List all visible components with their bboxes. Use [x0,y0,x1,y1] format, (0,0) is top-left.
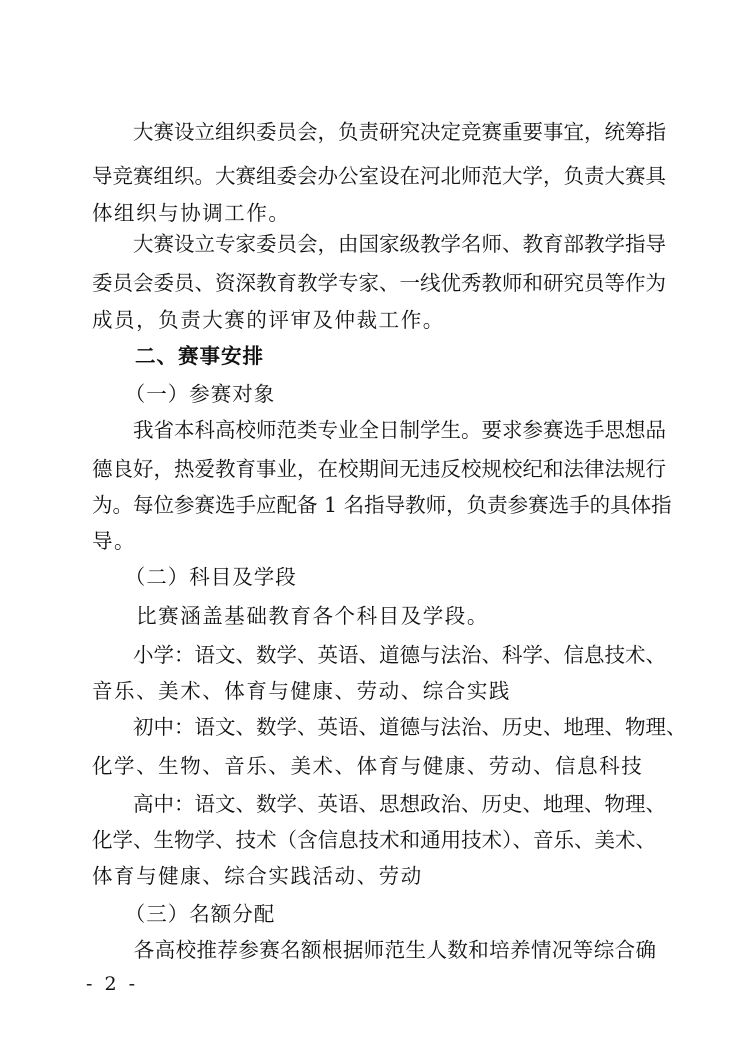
subheading-subjects-and-levels: （二）科目及学段 [92,565,297,589]
paragraph-expert-committee-line-3: 成员，负责大赛的评审及仲裁工作。 [92,308,445,332]
paragraph-quota-line-1: 各高校推荐参赛名额根据师范生人数和培养情况等综合确 [92,938,656,962]
paragraph-participants-line-2: 德良好，热爱教育事业，在校期间无违反校规校纪和法律法规行 [92,457,666,481]
section-heading-event-arrangement: 二、赛事安排 [92,344,264,368]
paragraph-expert-committee-line-2: 委员会委员、资深教育教学专家、一线优秀教师和研究员等作为 [92,271,666,295]
paragraph-junior-line-2: 化学、生物、音乐、美术、体育与健康、劳动、信息科技 [92,754,644,778]
paragraph-participants-line-4: 导。 [92,529,137,553]
paragraph-primary-line-1: 小学：语文、数学、英语、道德与法治、科学、信息技术、 [92,643,666,667]
paragraph-organizing-committee-line-1: 大赛设立组织委员会，负责研究决定竞赛重要事宜，统筹指 [92,120,666,144]
paragraph-subjects-intro: 比赛涵盖基础教育各个科目及学段。 [92,604,489,628]
subheading-participants: （一）参赛对象 [92,382,276,406]
paragraph-senior-line-3: 体育与健康、综合实践活动、劳动 [92,864,423,888]
paragraph-senior-line-1: 高中：语文、数学、英语、思想政治、历史、地理、物理、 [92,792,666,816]
page-number: - 2 - [86,973,139,995]
paragraph-senior-line-2: 化学、生物学、技术（含信息技术和通用技术）、音乐、美术、 [92,828,656,852]
paragraph-participants-line-3: 为。每位参赛选手应配备 1 名指导教师，负责参赛选手的具体指 [92,493,672,517]
paragraph-participants-line-1: 我省本科高校师范类专业全日制学生。要求参赛选手思想品 [92,418,666,442]
paragraph-primary-line-2: 音乐、美术、体育与健康、劳动、综合实践 [92,679,511,703]
paragraph-expert-committee-line-1: 大赛设立专家委员会，由国家级教学名师、教育部教学指导 [92,232,666,256]
paragraph-junior-line-1: 初中：语文、数学、英语、道德与法治、历史、地理、物理、 [92,715,687,739]
subheading-quota-allocation: （三）名额分配 [92,902,276,926]
paragraph-organizing-committee-line-3: 体组织与协调工作。 [92,201,291,225]
paragraph-organizing-committee-line-2: 导竞赛组织。大赛组委会办公室设在河北师范大学，负责大赛具 [92,164,666,188]
